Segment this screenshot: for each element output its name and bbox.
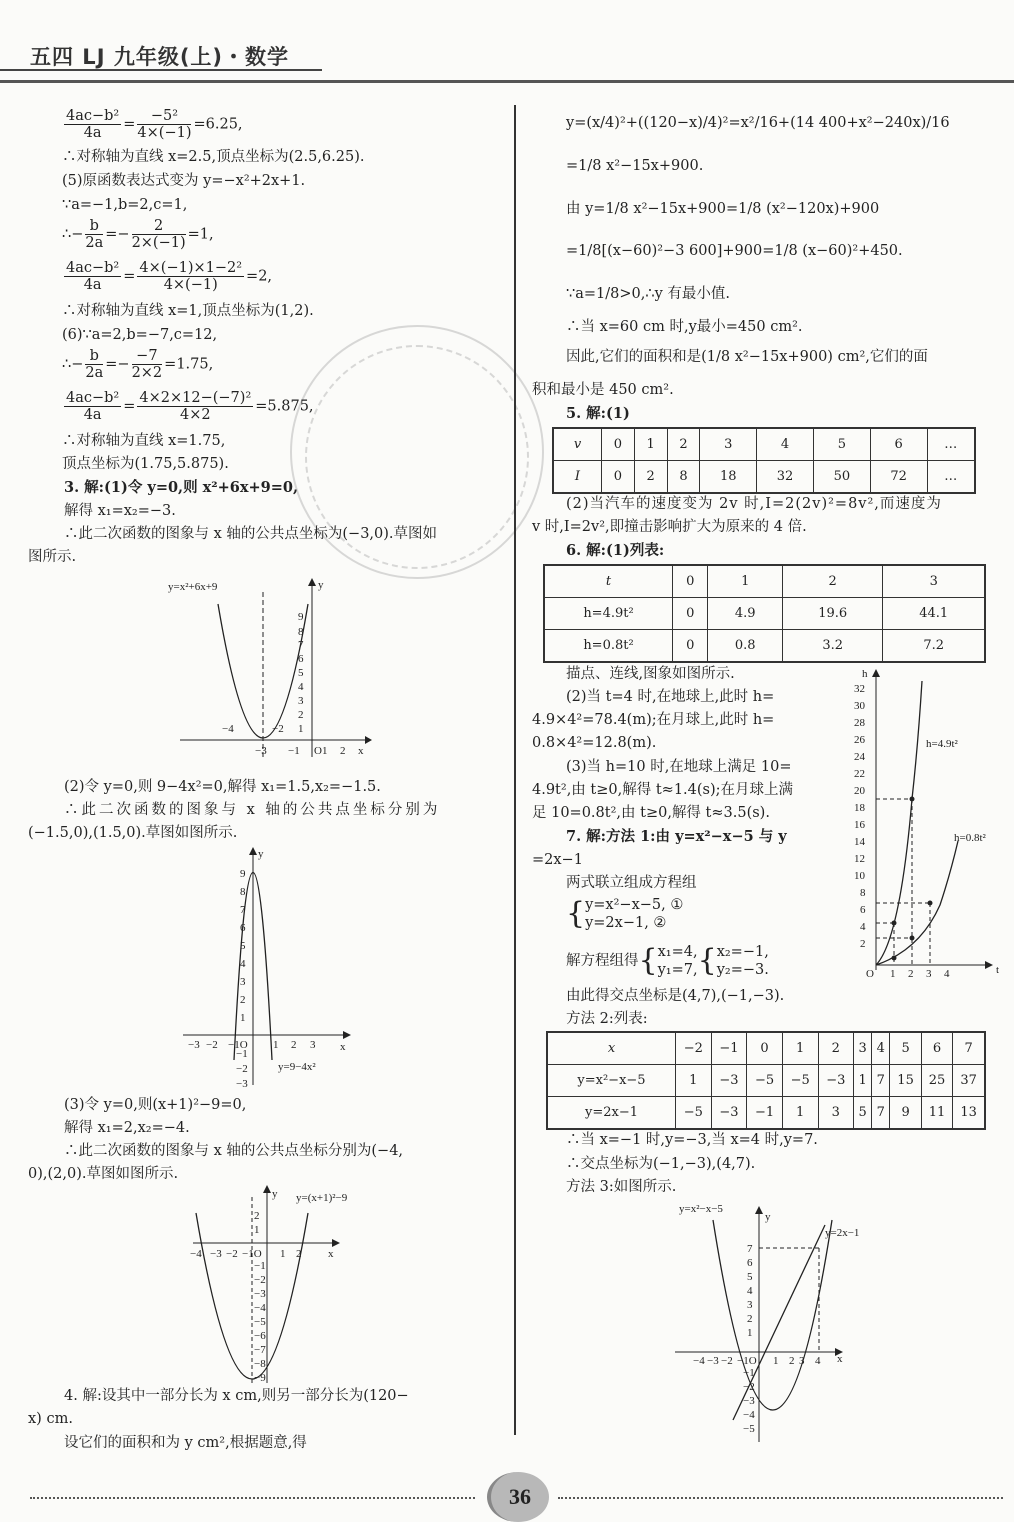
svg-text:4: 4 [747, 1285, 753, 1297]
table-row: v 0 1 2 3 4 5 6 … [553, 428, 975, 461]
question-heading: 5. 解:(1) [566, 405, 630, 422]
svg-text:−4: −4 [222, 723, 234, 735]
text-line: v 时,I=2v²,即撞击影响扩大为原来的 4 倍. [532, 519, 807, 535]
svg-text:6: 6 [240, 922, 246, 934]
svg-text:−4: −4 [254, 1302, 266, 1314]
text-line: ∴此二次函数的图象与 x 轴的公共点坐标分别为 [64, 802, 441, 818]
table-speed-impact [552, 427, 976, 494]
svg-text:4: 4 [240, 958, 246, 970]
svg-text:−8: −8 [254, 1358, 266, 1370]
svg-text:−1: −1 [288, 745, 300, 757]
text-line: 4.9t²,由 t≥0,解得 t≈1.4(s);在月球上满 [532, 782, 794, 798]
text-line: 4.9×4²=78.4(m);在月球上,此时 h= [532, 712, 775, 728]
text-line: (3)令 y=0,则(x+1)²−9=0, [64, 1097, 247, 1113]
svg-text:9: 9 [240, 868, 246, 880]
graph-parabola-2 [178, 845, 358, 1090]
svg-text:4: 4 [860, 921, 866, 933]
graph-free-fall [850, 665, 1014, 980]
svg-text:−5: −5 [254, 1316, 266, 1328]
text-line: ∴此二次函数的图象与 x 轴的公共点坐标分别为(−4, [64, 1143, 404, 1159]
svg-text:2: 2 [908, 968, 914, 980]
question-heading: 4. 解:设其中一部分长为 x cm,则另一部分长为(120− [64, 1388, 409, 1404]
text-line: (5)原函数表达式变为 y=−x²+2x+1. [62, 173, 306, 189]
eq-line: ∵a=1/8>0,∴y 有最小值. [566, 286, 730, 302]
svg-text:t: t [996, 964, 1000, 976]
table-intersection [546, 1031, 986, 1130]
svg-text:−2: −2 [743, 1381, 755, 1393]
table-row: h=0.8t² 0 0.8 3.2 7.2 [544, 630, 985, 663]
svg-text:8: 8 [240, 886, 246, 898]
header-underline [0, 69, 322, 71]
svg-text:−2: −2 [236, 1063, 248, 1075]
svg-text:y=x²+6x+9: y=x²+6x+9 [168, 581, 218, 593]
text-line: ∴对称轴为直线 x=1,顶点坐标为(1,2). [62, 303, 314, 319]
svg-text:y: y [318, 579, 324, 591]
svg-text:y=x²−x−5: y=x²−x−5 [679, 1203, 723, 1215]
text-line: (−1.5,0),(1.5,0).草图如图所示. [28, 825, 238, 841]
text-line: ∴当 x=−1 时,y=−3,当 x=4 时,y=7. [566, 1132, 818, 1148]
table-row: y=2x−1 −5 −3 −1 1 3 5 7 9 11 13 [547, 1097, 985, 1130]
svg-text:4: 4 [298, 681, 304, 693]
page-number: 36 [487, 1472, 549, 1522]
footer-rule-left [30, 1497, 475, 1499]
svg-text:−2: −2 [721, 1355, 733, 1367]
svg-text:h=0.8t²: h=0.8t² [954, 832, 986, 844]
question-heading: 6. 解:(1)列表: [566, 542, 665, 559]
svg-text:2: 2 [747, 1313, 753, 1325]
svg-text:−5: −5 [743, 1423, 755, 1435]
svg-text:x: x [340, 1041, 346, 1053]
solution-system: 解方程组得{ x₁=4, y₁=7, { x₂=−1, y₂=−3. [566, 943, 769, 978]
column-divider [514, 105, 516, 1435]
svg-text:18: 18 [854, 802, 865, 814]
svg-text:−3: −3 [255, 745, 267, 757]
text-line: 两式联立组成方程组 [566, 875, 697, 891]
eq-line: $\frac{\text{4ac−b²}}{4a}$ = $\frac{\text{−5²}}{4\times(-1)}$ =6.25, [66, 108, 243, 141]
table-row: t 0 1 2 3 [544, 565, 985, 598]
svg-text:y=(x+1)²−9: y=(x+1)²−9 [296, 1192, 348, 1204]
svg-text:16: 16 [854, 819, 865, 831]
svg-text:−2: −2 [206, 1039, 218, 1051]
text-line: x) cm. [28, 1411, 73, 1427]
svg-text:14: 14 [854, 836, 865, 848]
table-row: y=x²−x−5 1 −3 −5 −5 −3 1 7 15 25 37 [547, 1065, 985, 1097]
eq-line: $\frac{\text{4ac−b²}}{4a}$ = $\frac{\text{4×2×12−(−7)²}}{4\times 2}$ =5.875, [66, 390, 314, 423]
svg-text:−1O: −1O [228, 1039, 248, 1051]
table-row: x −2 −1 0 1 2 3 4 5 6 7 [547, 1032, 985, 1065]
svg-text:−3: −3 [254, 1288, 266, 1300]
text-line: 0),(2,0).草图如图所示. [28, 1166, 179, 1182]
svg-text:2: 2 [254, 1210, 260, 1222]
svg-text:6: 6 [298, 653, 304, 665]
svg-text:2: 2 [340, 745, 346, 757]
svg-text:3: 3 [926, 968, 932, 980]
svg-text:−1O: −1O [737, 1355, 757, 1367]
svg-text:7: 7 [240, 904, 246, 916]
svg-text:32: 32 [854, 683, 865, 695]
text-line: ∴此二次函数的图象与 x 轴的公共点坐标为(−3,0).草图如 [64, 526, 438, 542]
svg-text:1: 1 [773, 1355, 779, 1367]
svg-text:−3: −3 [236, 1078, 248, 1090]
svg-text:−3: −3 [707, 1355, 719, 1367]
svg-text:3: 3 [747, 1299, 753, 1311]
svg-text:−6: −6 [254, 1330, 266, 1342]
text-line: 描点、连线,图象如图所示. [566, 666, 735, 682]
svg-text:5: 5 [240, 940, 246, 952]
book-title: 五四 LJ 九年级(上)・数学 [30, 45, 290, 69]
text-line: 顶点坐标为(1.75,5.875). [62, 456, 229, 472]
eq-line: $\frac{\text{4ac−b²}}{4a}$ = $\frac{\text{4×(−1)×1−2²}}{4\times(-1)}$ =2, [66, 260, 273, 293]
equation-system: { y=x²−x−5, ① y=2x−1, ② [566, 896, 684, 931]
svg-text:26: 26 [854, 734, 865, 746]
text-line: ∴对称轴为直线 x=2.5,顶点坐标为(2.5,6.25). [62, 149, 365, 165]
text-line: ∴交点坐标为(−1,−3),(4,7). [566, 1156, 756, 1172]
text-line: 方法 3:如图所示. [566, 1179, 677, 1195]
svg-text:h: h [862, 668, 868, 680]
svg-text:2: 2 [860, 938, 866, 950]
svg-text:−1: −1 [743, 1367, 755, 1379]
svg-text:−1: −1 [254, 1260, 266, 1272]
svg-text:4: 4 [815, 1355, 821, 1367]
svg-text:8: 8 [298, 626, 304, 638]
svg-text:−4: −4 [190, 1248, 202, 1260]
text-line: 方法 2:列表: [566, 1011, 648, 1027]
text-line: ∴当 x=60 cm 时,y最小=450 cm². [566, 319, 803, 335]
svg-text:O1: O1 [314, 745, 328, 757]
svg-text:y=2x−1: y=2x−1 [825, 1227, 860, 1239]
eq-line: ∴− $\frac{b}{2a}$ =− $\frac{2}{2\times(-1)}$ =1, [62, 218, 214, 251]
svg-text:2: 2 [296, 1248, 302, 1260]
question-heading: 3. 解:(1)令 y=0,则 x²+6x+9=0, [64, 479, 299, 496]
svg-text:3: 3 [799, 1355, 805, 1367]
svg-text:x: x [358, 745, 364, 757]
svg-text:4: 4 [944, 968, 950, 980]
text-line: 足 10=0.8t²,由 t≥0,解得 t≈3.5(s). [532, 805, 770, 821]
svg-text:1: 1 [254, 1224, 260, 1236]
svg-text:−3: −3 [743, 1395, 755, 1407]
svg-text:−2: −2 [272, 723, 284, 735]
svg-text:7: 7 [298, 639, 304, 651]
svg-text:−4: −4 [743, 1409, 755, 1421]
text-line: (2)当 t=4 时,在地球上,此时 h= [566, 689, 775, 705]
svg-text:3: 3 [240, 976, 246, 988]
svg-text:O: O [866, 968, 874, 980]
table-row: I 0 2 8 18 32 50 72 … [553, 461, 975, 494]
eq-line: =1/8[(x−60)²−3 600]+900=1/8 (x−60)²+450. [566, 243, 903, 259]
svg-text:x: x [837, 1353, 843, 1365]
text-line: ∵a=−1,b=2,c=1, [62, 197, 188, 213]
svg-text:x: x [328, 1248, 334, 1260]
text-line: 积和最小是 450 cm². [532, 382, 674, 398]
svg-text:−2: −2 [254, 1274, 266, 1286]
svg-text:−7: −7 [254, 1344, 266, 1356]
graph-intersection [675, 1200, 875, 1445]
svg-text:3: 3 [310, 1039, 316, 1051]
svg-text:30: 30 [854, 700, 865, 712]
eq-line: y=(x/4)²+((120−x)/4)²=x²/16+(14 400+x²−240x)/16 [566, 115, 950, 131]
eq-line: 由 y=1/8 x²−15x+900=1/8 (x²−120x)+900 [566, 201, 880, 217]
header-rule [0, 80, 1014, 83]
svg-text:y=9−4x²: y=9−4x² [278, 1061, 316, 1073]
svg-text:1: 1 [273, 1039, 279, 1051]
text-line: 由此得交点坐标是(4,7),(−1,−3). [566, 988, 785, 1004]
svg-text:2: 2 [291, 1039, 297, 1051]
svg-text:−4: −4 [693, 1355, 705, 1367]
svg-text:2: 2 [240, 994, 246, 1006]
svg-text:−1: −1 [236, 1048, 248, 1060]
svg-text:y: y [272, 1188, 278, 1200]
svg-text:y: y [258, 848, 264, 860]
svg-text:1: 1 [890, 968, 896, 980]
table-row: h=4.9t² 0 4.9 19.6 44.1 [544, 598, 985, 630]
svg-text:1: 1 [298, 723, 304, 735]
svg-text:2: 2 [789, 1355, 795, 1367]
question-heading: 7. 解:方法 1:由 y=x²−x−5 与 y [566, 828, 787, 845]
svg-text:8: 8 [860, 887, 866, 899]
text-line: (2)当汽车的速度变为 2v 时,I=2(2v)²=8v²,而速度为 [566, 496, 942, 512]
page-header [0, 38, 1014, 78]
text-line: 设它们的面积和为 y cm²,根据题意,得 [64, 1435, 307, 1451]
svg-text:1: 1 [240, 1012, 246, 1024]
svg-text:12: 12 [854, 853, 865, 865]
svg-text:−3: −3 [210, 1248, 222, 1260]
svg-text:y: y [765, 1211, 771, 1223]
svg-text:1: 1 [280, 1248, 286, 1260]
text-line: 解得 x₁=x₂=−3. [64, 503, 176, 519]
svg-text:9: 9 [298, 611, 304, 623]
svg-text:10: 10 [854, 870, 865, 882]
svg-text:6: 6 [860, 904, 866, 916]
graph-parabola-3 [188, 1185, 358, 1385]
text-line: (2)令 y=0,则 9−4x²=0,解得 x₁=1.5,x₂=−1.5. [64, 779, 381, 795]
text-line: 因此,它们的面积和是(1/8 x²−15x+900) cm²,它们的面 [566, 349, 928, 365]
svg-text:28: 28 [854, 717, 865, 729]
svg-text:h=4.9t²: h=4.9t² [926, 738, 958, 750]
text-line: (3)当 h=10 时,在地球上满足 10= [566, 759, 792, 775]
eq-line: ∴− $\frac{b}{2a}$ =− $\frac{-7}{2\times 2}$ =1.75, [62, 348, 214, 381]
table-height-time [543, 564, 986, 663]
svg-text:6: 6 [747, 1257, 753, 1269]
graph-parabola-1 [160, 572, 380, 762]
svg-text:−1O: −1O [242, 1248, 262, 1260]
svg-text:20: 20 [854, 785, 865, 797]
footer-rule-right [558, 1497, 1003, 1499]
svg-text:22: 22 [854, 768, 865, 780]
svg-text:−3: −3 [188, 1039, 200, 1051]
svg-text:−2: −2 [226, 1248, 238, 1260]
text-line: 解得 x₁=2,x₂=−4. [64, 1120, 190, 1136]
text-line: =2x−1 [532, 852, 583, 868]
text-line: ∴对称轴为直线 x=1.75, [62, 433, 226, 449]
svg-text:7: 7 [747, 1243, 753, 1255]
svg-text:5: 5 [747, 1271, 753, 1283]
text-line: (6)∵a=2,b=−7,c=12, [62, 327, 218, 343]
text-line: 0.8×4²=12.8(m). [532, 735, 657, 751]
svg-text:1: 1 [747, 1327, 753, 1339]
svg-text:5: 5 [298, 667, 304, 679]
svg-text:3: 3 [298, 695, 304, 707]
text-line: 图所示. [28, 549, 77, 565]
svg-text:2: 2 [298, 709, 304, 721]
svg-text:−9: −9 [254, 1372, 266, 1384]
eq-line: =1/8 x²−15x+900. [566, 158, 704, 174]
svg-text:24: 24 [854, 751, 865, 763]
